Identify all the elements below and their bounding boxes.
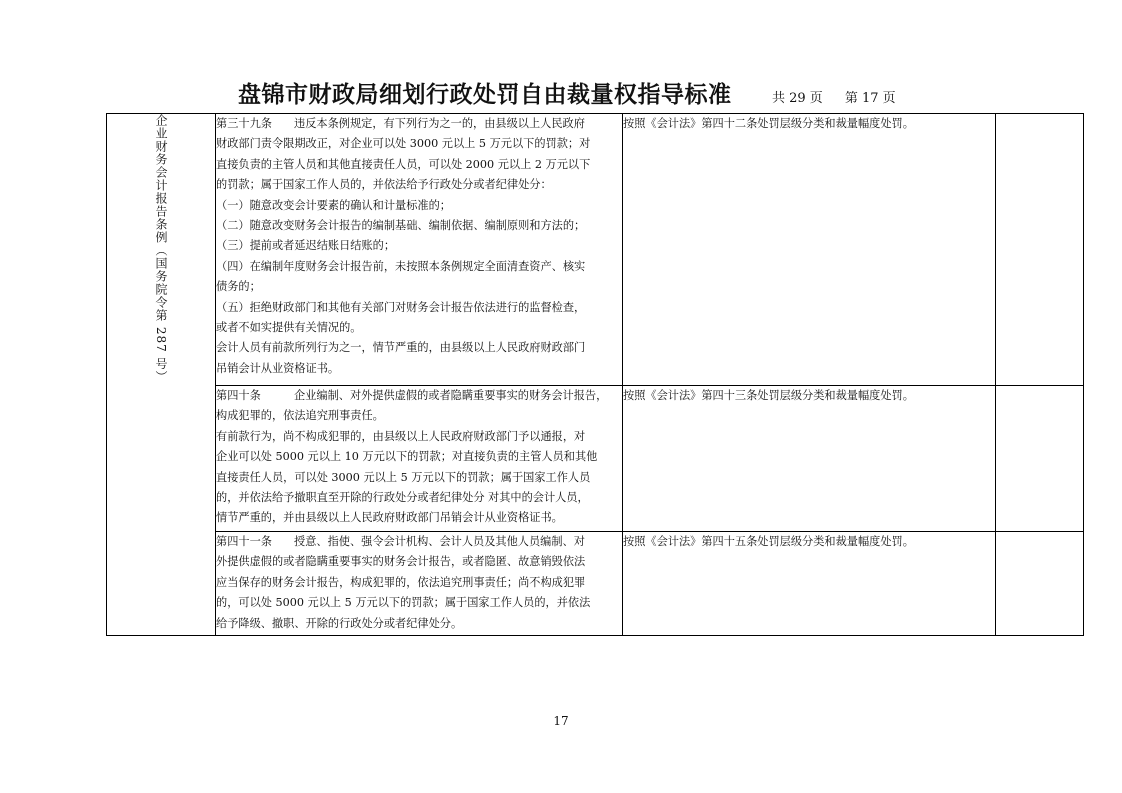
article-text-line: 的，并依法给予撤职直至开除的行政处分或者纪律处分 对其中的会计人员， — [216, 491, 589, 505]
article-text-line: 构成犯罪的，依法追究刑事责任。 — [216, 409, 384, 423]
article-text-line: （四）在编制年度财务会计报告前，未按照本条例规定全面清查资产、核实 — [216, 259, 586, 273]
article-text-line: 直接责任人员，可以处 3000 元以上 5 万元以下的罚款；属于国家工作人员 — [216, 470, 591, 484]
article-text-line: 情节严重的，并由县级以上人民政府财政部门吊销会计从业资格证书。 — [216, 511, 563, 525]
article-text-line: 企业编制、对外提供虚假的或者隐瞒重要事实的财务会计报告， — [294, 389, 608, 402]
article-text-line: 或者不如实提供有关情况的。 — [216, 321, 362, 335]
article-cell — [216, 114, 623, 386]
article-text-line: 有前款行为，尚不构成犯罪的，由县级以上人民政府财政部门予以通报，对 — [216, 429, 586, 443]
regulation-name-cell — [107, 114, 216, 636]
current-page: 第 17 页 — [844, 91, 896, 106]
article-text-line: （五）拒绝财政部门和其他有关部门对财务会计报告依法进行的监督检查， — [216, 300, 586, 314]
penalty-basis: 按照《会计法》第四十三条处罚层级分类和裁量幅度处罚。 — [623, 386, 996, 532]
header — [0, 76, 1122, 110]
article-text-line: （二）随意改变财务会计报告的编制基础、编制依据、编制原则和方法的； — [216, 219, 586, 233]
article-text-line: 给予降级、撤职、开除的行政处分或者纪律处分。 — [216, 616, 463, 630]
table-row — [107, 114, 1084, 386]
article-text-line: 会计人员有前款所列行为之一，情节严重的，由县级以上人民政府财政部门 — [216, 341, 586, 355]
article-text-line: 财政部门责令限期改正，对企业可以处 3000 元以上 5 万元以下的罚款；对 — [216, 137, 591, 151]
total-pages: 共 29 页 — [772, 91, 823, 106]
penalty-basis: 按照《会计法》第四十五条处罚层级分类和裁量幅度处罚。 — [623, 532, 996, 636]
article-text-line: （一）随意改变会计要素的确认和计量标准的； — [216, 198, 451, 212]
article-text-line: 违反本条例规定，有下列行为之一的，由县级以上人民政府 — [294, 117, 585, 130]
article-number: 第四十条 — [216, 389, 261, 402]
page-info — [772, 87, 896, 106]
page-title: 盘锦市财政局细划行政处罚自由裁量权指导标准 — [238, 82, 732, 108]
article-number: 第四十一条 — [216, 535, 272, 548]
regulation-name: 企业财务会计报告条例（国务院令第 287 号） — [154, 114, 168, 384]
article-text-line: 授意、指使、强令会计机构、会计人员及其他人员编制、对 — [294, 535, 585, 548]
article-cell — [216, 386, 623, 532]
penalty-basis: 按照《会计法》第四十二条处罚层级分类和裁量幅度处罚。 — [623, 114, 996, 386]
article-text-line: 企业可以处 5000 元以上 10 万元以下的罚款；对直接负责的主管人员和其他 — [216, 450, 598, 464]
remarks-cell — [996, 114, 1084, 386]
article-text-line: 应当保存的财务会计报告，构成犯罪的，依法追究刑事责任；尚不构成犯罪 — [216, 575, 586, 589]
table-row — [107, 386, 1084, 532]
article-text-line: 的罚款；属于国家工作人员的，并依法给予行政处分或者纪律处分： — [216, 178, 552, 192]
article-text-line: 债务的； — [216, 280, 261, 294]
remarks-cell — [996, 532, 1084, 636]
table-row — [107, 532, 1084, 636]
article-text-line: （三）提前或者延迟结账日结账的； — [216, 239, 396, 253]
remarks-cell — [996, 386, 1084, 532]
page-number: 17 — [553, 714, 569, 728]
article-number: 第三十九条 — [216, 117, 272, 130]
article-text-line: 外提供虚假的或者隐瞒重要事实的财务会计报告，或者隐匿、故意销毁依法 — [216, 555, 586, 569]
article-text-line: 的，可以处 5000 元以上 5 万元以下的罚款；属于国家工作人员的，并依法 — [216, 596, 591, 610]
article-cell — [216, 532, 623, 636]
article-text-line: 吊销会计从业资格证书。 — [216, 361, 340, 375]
article-text-line: 直接负责的主管人员和其他直接责任人员，可以处 2000 元以上 2 万元以下 — [216, 157, 591, 171]
penalty-standards-table — [106, 113, 1084, 636]
